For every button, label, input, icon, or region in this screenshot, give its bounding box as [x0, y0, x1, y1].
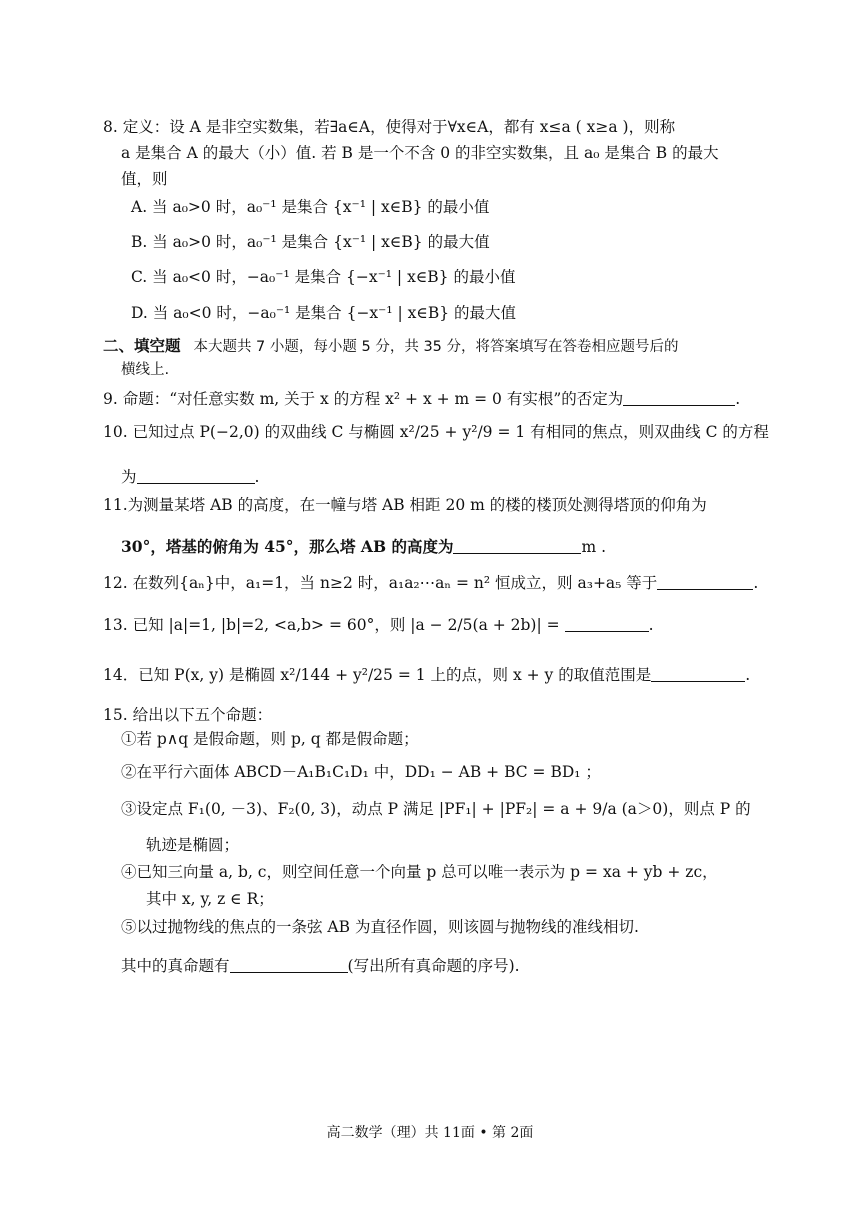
q10-prefix: 为: [121, 468, 137, 486]
q13-text: 13. 已知 |a|=1, |b|=2, <a,b> = 60°，则 |a − 2/5(a + 2b)| =: [103, 616, 560, 634]
q15-prop1: ①若 p∧q 是假命题，则 p, q 都是假命题；: [121, 730, 419, 748]
q15-answer-suffix: (写出所有真命题的序号).: [347, 957, 520, 975]
section2-header: [103, 337, 679, 356]
q8-option-c: C. 当 a₀<0 时，−a₀⁻¹ 是集合 {−x⁻¹ | x∈B} 的最小值: [131, 268, 516, 286]
section2-title: 二、填空题: [103, 337, 181, 355]
q10-line2: 为 .: [121, 468, 260, 486]
q15-prop3: ③设定点 F₁(0, －3)、F₂(0, 3)，动点 P 满足 |PF₁| + |PF₂| = a + 9/a (a＞0)，则点 P 的: [121, 800, 751, 818]
q12: 12. 在数列{aₙ}中，a₁=1，当 n≥2 时，a₁a₂⋯aₙ = n² 恒成立，则 a₃+a₅ 等于 .: [103, 574, 759, 592]
section2-desc-cont: 横线上.: [121, 362, 170, 378]
q15-prop2: ②在平行六面体 ABCD－A₁B₁C₁D₁ 中，DD₁ − AB + BC = BD₁ ；: [121, 763, 601, 781]
q9-answer-blank[interactable]: [623, 391, 735, 406]
q8-option-d: D. 当 a₀<0 时，−a₀⁻¹ 是集合 {−x⁻¹ | x∈B} 的最大值: [131, 304, 517, 322]
q14-answer-blank[interactable]: [651, 667, 745, 682]
q11-line2: [121, 538, 606, 557]
q9: 9. 命题：“对任意实数 m, 关于 x 的方程 x² + x + m = 0 有实根”的否定为 .: [103, 390, 741, 408]
q8-option-a: A. 当 a₀>0 时，a₀⁻¹ 是集合 {x⁻¹ | x∈B} 的最小值: [131, 198, 490, 216]
page-footer: 高二数学（理）共 11面 • 第 2面: [326, 1125, 534, 1141]
q12-answer-blank[interactable]: [657, 575, 753, 590]
q9-text: 9. 命题：“对任意实数 m, 关于 x 的方程 x² + x + m = 0 有实根”的否定为: [103, 390, 624, 408]
q14: 14．已知 P(x, y) 是椭圆 x²/144 + y²/25 = 1 上的点，则 x + y 的取值范围是 .: [103, 666, 751, 684]
q15-answer: [121, 957, 520, 976]
q15-prop3-cont: 轨迹是椭圆；: [146, 836, 240, 854]
q8-line2: a 是集合 A 的最大（小）值. 若 B 是一个不含 0 的非空实数集，且 a₀ 是集合 B 的最大: [121, 144, 719, 162]
q8-line1: 8. 定义：设 A 是非空实数集，若∃a∈A，使得对于∀x∈A，都有 x≤a ( x≥a )，则称: [103, 118, 676, 136]
q10-answer-blank[interactable]: [137, 469, 255, 484]
q8-option-b: B. 当 a₀>0 时，a₀⁻¹ 是集合 {x⁻¹ | x∈B} 的最大值: [131, 233, 490, 251]
q11-line1: 11.为测量某塔 AB 的高度，在一幢与塔 AB 相距 20 m 的楼的楼顶处测得塔顶的仰角为: [103, 496, 707, 514]
q11-unit: m .: [581, 538, 607, 556]
q11-text: 30°，塔基的俯角为 45°，那么塔 AB 的高度为: [121, 537, 454, 556]
q10-line1: 10. 已知过点 P(−2,0) 的双曲线 C 与椭圆 x²/25 + y²/9 = 1 有相同的焦点，则双曲线 C 的方程: [103, 423, 769, 441]
q11-answer-blank[interactable]: [453, 539, 581, 554]
q15-answer-blank[interactable]: [230, 958, 348, 973]
q13: 13. 已知 |a|=1, |b|=2, <a,b> = 60°，则 |a − 2/5(a + 2b)| = .: [103, 616, 654, 634]
q15-title: 15. 给出以下五个命题：: [103, 706, 273, 724]
section2-desc: 本大题共 7 小题，每小题 5 分，共 35 分，将答案填写在答卷相应题号后的: [193, 339, 679, 355]
q8-line3: 值，则: [121, 170, 168, 188]
q15-answer-prefix: 其中的真命题有: [121, 957, 230, 975]
q15-prop4-cont: 其中 x, y, z ∈ R；: [146, 890, 274, 908]
q14-text: 14．已知 P(x, y) 是椭圆 x²/144 + y²/25 = 1 上的点，则 x + y 的取值范围是: [103, 666, 652, 684]
q15-prop4: ④已知三向量 a, b, c，则空间任意一个向量 p 总可以唯一表示为 p = xa + yb + zc，: [121, 863, 718, 881]
q12-text: 12. 在数列{aₙ}中，a₁=1，当 n≥2 时，a₁a₂⋯aₙ = n² 恒成立，则 a₃+a₅ 等于: [103, 574, 658, 592]
q15-prop5: ⑤以过抛物线的焦点的一条弦 AB 为直径作圆，则该圆与抛物线的准线相切.: [121, 918, 639, 936]
q13-answer-blank[interactable]: [565, 617, 649, 632]
